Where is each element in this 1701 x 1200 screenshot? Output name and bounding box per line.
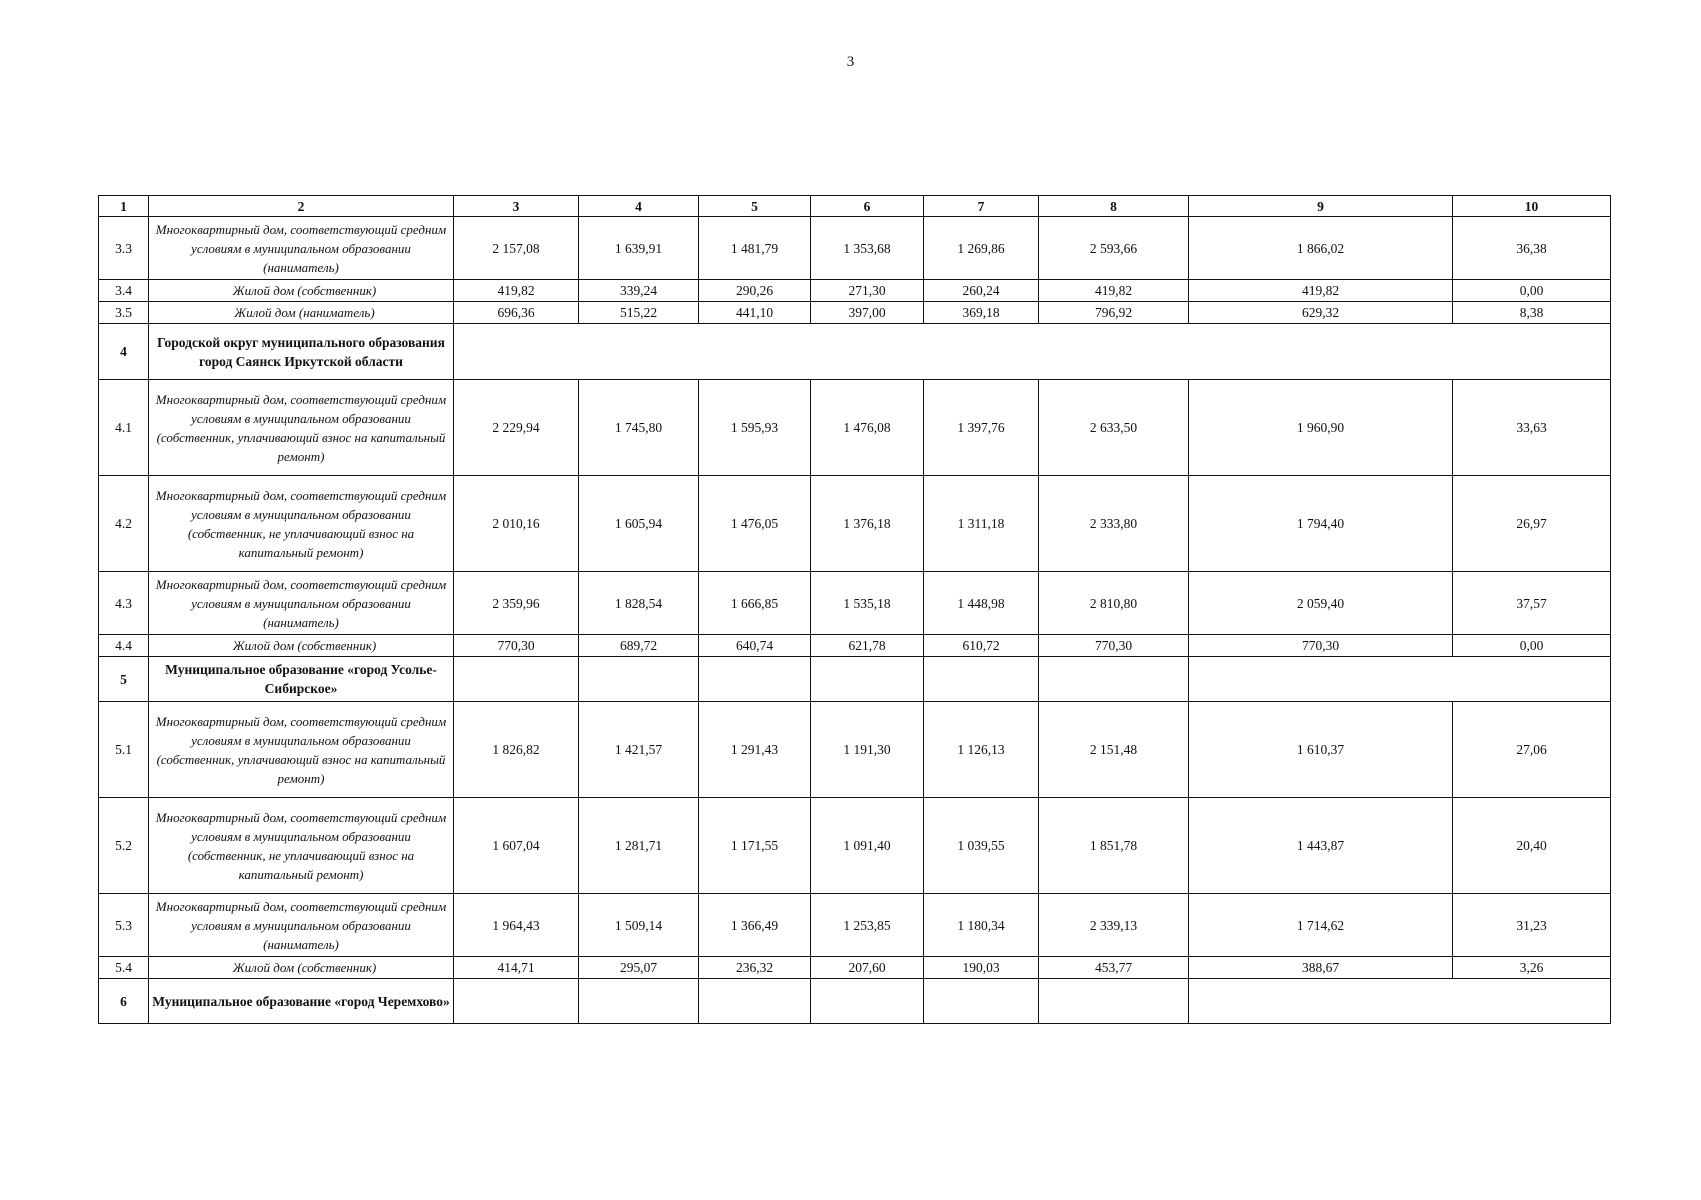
table-row	[99, 302, 1611, 324]
value-cell: 640,74	[699, 635, 811, 657]
value-cell: 770,30	[1189, 635, 1453, 657]
value-cell: 2 157,08	[454, 217, 579, 280]
empty-cell	[454, 657, 579, 702]
value-cell: 621,78	[811, 635, 924, 657]
row-number: 4.4	[99, 635, 149, 657]
row-number: 4.1	[99, 380, 149, 476]
value-cell: 1 851,78	[1039, 798, 1189, 894]
empty-cell	[699, 979, 811, 1024]
value-cell: 1 866,02	[1189, 217, 1453, 280]
value-cell: 31,23	[1453, 894, 1611, 957]
value-cell: 1 091,40	[811, 798, 924, 894]
value-cell: 1 476,05	[699, 476, 811, 572]
empty-cell	[924, 979, 1039, 1024]
row-description: Жилой дом (собственник)	[149, 635, 454, 657]
table-row	[99, 572, 1611, 635]
row-description: Жилой дом (собственник)	[149, 280, 454, 302]
value-cell: 236,32	[699, 957, 811, 979]
value-cell: 26,97	[1453, 476, 1611, 572]
row-description: Многоквартирный дом, соответствующий средним условиям в муниципальном образовании (наниматель)	[149, 894, 454, 957]
empty-cell	[454, 979, 579, 1024]
value-cell: 1 605,94	[579, 476, 699, 572]
empty-cell	[1039, 657, 1189, 702]
column-header: 4	[579, 196, 699, 217]
row-description: Многоквартирный дом, соответствующий средним условиям в муниципальном образовании (наниматель)	[149, 572, 454, 635]
value-cell: 1 291,43	[699, 702, 811, 798]
group-row	[99, 657, 1611, 702]
value-cell: 2 633,50	[1039, 380, 1189, 476]
row-number: 4.2	[99, 476, 149, 572]
value-cell: 1 171,55	[699, 798, 811, 894]
value-cell: 419,82	[1189, 280, 1453, 302]
value-cell: 37,57	[1453, 572, 1611, 635]
value-cell: 2 333,80	[1039, 476, 1189, 572]
value-cell: 20,40	[1453, 798, 1611, 894]
group-number: 4	[99, 324, 149, 380]
tariff-table	[98, 195, 1611, 1024]
value-cell: 1 595,93	[699, 380, 811, 476]
value-cell: 1 666,85	[699, 572, 811, 635]
empty-cell	[924, 657, 1039, 702]
value-cell: 419,82	[454, 280, 579, 302]
column-header: 3	[454, 196, 579, 217]
table-row	[99, 894, 1611, 957]
value-cell: 1 126,13	[924, 702, 1039, 798]
value-cell: 1 509,14	[579, 894, 699, 957]
value-cell: 770,30	[1039, 635, 1189, 657]
value-cell: 2 151,48	[1039, 702, 1189, 798]
row-description: Многоквартирный дом, соответствующий средним условиям в муниципальном образовании (собственник, не уплачивающий взнос на капитальный ремонт)	[149, 476, 454, 572]
value-cell: 2 059,40	[1189, 572, 1453, 635]
value-cell: 1 311,18	[924, 476, 1039, 572]
empty-cell	[579, 979, 699, 1024]
value-cell: 2 810,80	[1039, 572, 1189, 635]
value-cell: 290,26	[699, 280, 811, 302]
value-cell: 2 593,66	[1039, 217, 1189, 280]
value-cell: 1 039,55	[924, 798, 1039, 894]
value-cell: 1 639,91	[579, 217, 699, 280]
value-cell: 397,00	[811, 302, 924, 324]
value-cell: 271,30	[811, 280, 924, 302]
value-cell: 1 826,82	[454, 702, 579, 798]
value-cell: 1 191,30	[811, 702, 924, 798]
row-description: Многоквартирный дом, соответствующий средним условиям в муниципальном образовании (собственник, не уплачивающий взнос на капитальный ремонт)	[149, 798, 454, 894]
empty-cell	[811, 979, 924, 1024]
row-number: 5.4	[99, 957, 149, 979]
row-number: 3.4	[99, 280, 149, 302]
row-number: 3.5	[99, 302, 149, 324]
table-row	[99, 280, 1611, 302]
column-header: 6	[811, 196, 924, 217]
column-header: 10	[1453, 196, 1611, 217]
value-cell: 1 376,18	[811, 476, 924, 572]
value-cell: 453,77	[1039, 957, 1189, 979]
value-cell: 419,82	[1039, 280, 1189, 302]
value-cell: 1 828,54	[579, 572, 699, 635]
header-row	[99, 196, 1611, 217]
value-cell: 1 607,04	[454, 798, 579, 894]
value-cell: 1 481,79	[699, 217, 811, 280]
table-row	[99, 798, 1611, 894]
value-cell: 0,00	[1453, 635, 1611, 657]
empty-merged-cell	[1189, 657, 1611, 702]
value-cell: 1 448,98	[924, 572, 1039, 635]
table-row	[99, 380, 1611, 476]
column-header: 2	[149, 196, 454, 217]
row-description: Многоквартирный дом, соответствующий средним условиям в муниципальном образовании (собственник, уплачивающий взнос на капитальный ремонт)	[149, 380, 454, 476]
value-cell: 1 281,71	[579, 798, 699, 894]
value-cell: 1 960,90	[1189, 380, 1453, 476]
row-number: 5.2	[99, 798, 149, 894]
value-cell: 515,22	[579, 302, 699, 324]
row-description: Многоквартирный дом, соответствующий средним условиям в муниципальном образовании (наниматель)	[149, 217, 454, 280]
empty-cell	[1039, 979, 1189, 1024]
value-cell: 27,06	[1453, 702, 1611, 798]
value-cell: 1 610,37	[1189, 702, 1453, 798]
value-cell: 1 421,57	[579, 702, 699, 798]
value-cell: 388,67	[1189, 957, 1453, 979]
value-cell: 1 180,34	[924, 894, 1039, 957]
empty-merged-cell	[1189, 979, 1611, 1024]
value-cell: 1 269,86	[924, 217, 1039, 280]
page-number: 3	[846, 54, 855, 70]
row-number: 5.1	[99, 702, 149, 798]
row-number: 3.3	[99, 217, 149, 280]
group-number: 5	[99, 657, 149, 702]
value-cell: 1 443,87	[1189, 798, 1453, 894]
group-row	[99, 979, 1611, 1024]
value-cell: 260,24	[924, 280, 1039, 302]
value-cell: 2 229,94	[454, 380, 579, 476]
table-row	[99, 957, 1611, 979]
value-cell: 36,38	[1453, 217, 1611, 280]
value-cell: 441,10	[699, 302, 811, 324]
value-cell: 3,26	[1453, 957, 1611, 979]
table-row	[99, 217, 1611, 280]
value-cell: 689,72	[579, 635, 699, 657]
value-cell: 1 535,18	[811, 572, 924, 635]
table-row	[99, 476, 1611, 572]
group-name: Городской округ муниципального образования город Саянск Иркутской области	[149, 324, 454, 380]
value-cell: 1 253,85	[811, 894, 924, 957]
value-cell: 1 714,62	[1189, 894, 1453, 957]
value-cell: 33,63	[1453, 380, 1611, 476]
value-cell: 339,24	[579, 280, 699, 302]
row-description: Многоквартирный дом, соответствующий средним условиям в муниципальном образовании (собственник, уплачивающий взнос на капитальный ремонт)	[149, 702, 454, 798]
value-cell: 1 397,76	[924, 380, 1039, 476]
value-cell: 796,92	[1039, 302, 1189, 324]
value-cell: 1 366,49	[699, 894, 811, 957]
value-cell: 207,60	[811, 957, 924, 979]
group-number: 6	[99, 979, 149, 1024]
group-name: Муниципальное образование «город Черемхово»	[149, 979, 454, 1024]
value-cell: 1 964,43	[454, 894, 579, 957]
value-cell: 2 339,13	[1039, 894, 1189, 957]
table-row	[99, 702, 1611, 798]
table-row	[99, 635, 1611, 657]
value-cell: 1 745,80	[579, 380, 699, 476]
value-cell: 1 794,40	[1189, 476, 1453, 572]
value-cell: 2 359,96	[454, 572, 579, 635]
row-number: 4.3	[99, 572, 149, 635]
value-cell: 770,30	[454, 635, 579, 657]
column-header: 5	[699, 196, 811, 217]
column-header: 9	[1189, 196, 1453, 217]
empty-merged-cell	[454, 324, 1611, 380]
row-number: 5.3	[99, 894, 149, 957]
value-cell: 610,72	[924, 635, 1039, 657]
group-name: Муниципальное образование «город Усолье-Сибирское»	[149, 657, 454, 702]
value-cell: 8,38	[1453, 302, 1611, 324]
value-cell: 369,18	[924, 302, 1039, 324]
column-header: 8	[1039, 196, 1189, 217]
value-cell: 190,03	[924, 957, 1039, 979]
value-cell: 0,00	[1453, 280, 1611, 302]
column-header: 7	[924, 196, 1039, 217]
row-description: Жилой дом (собственник)	[149, 957, 454, 979]
value-cell: 295,07	[579, 957, 699, 979]
group-row	[99, 324, 1611, 380]
value-cell: 696,36	[454, 302, 579, 324]
value-cell: 1 476,08	[811, 380, 924, 476]
empty-cell	[811, 657, 924, 702]
value-cell: 629,32	[1189, 302, 1453, 324]
value-cell: 1 353,68	[811, 217, 924, 280]
value-cell: 414,71	[454, 957, 579, 979]
empty-cell	[579, 657, 699, 702]
row-description: Жилой дом (наниматель)	[149, 302, 454, 324]
column-header: 1	[99, 196, 149, 217]
value-cell: 2 010,16	[454, 476, 579, 572]
empty-cell	[699, 657, 811, 702]
